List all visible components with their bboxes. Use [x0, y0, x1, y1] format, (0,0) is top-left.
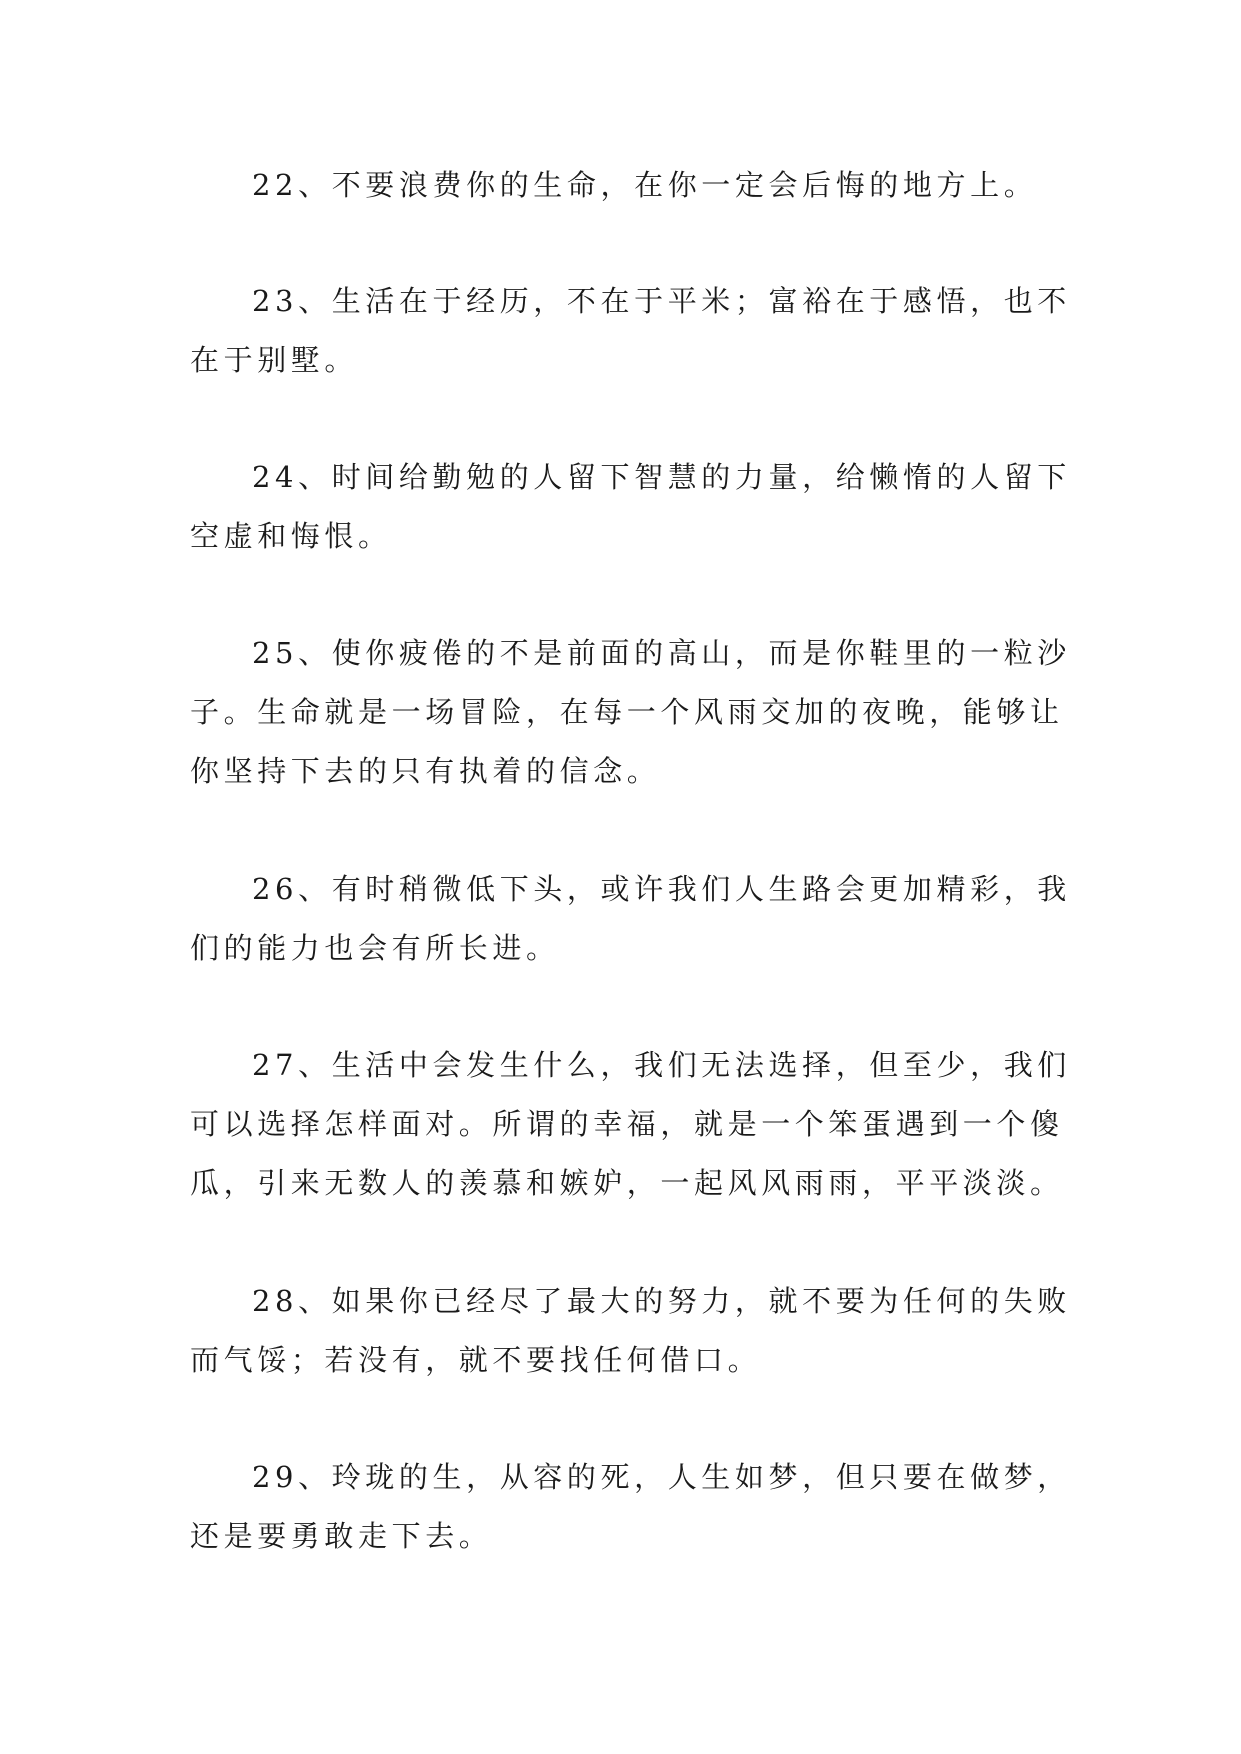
quote-line: 25、使你疲倦的不是前面的高山，而是你鞋里的一粒沙 — [252, 636, 1071, 670]
quote-line: 而气馁；若没有，就不要找任何借口。 — [190, 1343, 762, 1377]
quote-26 — [190, 860, 1070, 978]
quote-24 — [190, 448, 1070, 566]
quote-line: 24、时间给勤勉的人留下智慧的力量，给懒惰的人留下 — [252, 460, 1071, 494]
quote-line: 28、如果你已经尽了最大的努力，就不要为任何的失败 — [252, 1284, 1071, 1318]
quote-line: 子。生命就是一场冒险，在每一个风雨交加的夜晚，能够让 — [190, 695, 1064, 729]
quote-27 — [190, 1036, 1070, 1213]
quote-line: 26、有时稍微低下头，或许我们人生路会更加精彩，我 — [252, 872, 1071, 906]
quote-29 — [190, 1448, 1070, 1566]
quote-line: 22、不要浪费你的生命，在你一定会后悔的地方上。 — [252, 168, 1038, 202]
quote-line: 你坚持下去的只有执着的信念。 — [190, 754, 661, 788]
quote-line: 在于别墅。 — [190, 343, 359, 377]
quote-25 — [190, 624, 1070, 801]
quote-line: 可以选择怎样面对。所谓的幸福，就是一个笨蛋遇到一个傻 — [190, 1107, 1064, 1141]
quote-22 — [190, 156, 1070, 215]
quote-23 — [190, 272, 1070, 390]
quote-line: 29、玲珑的生，从容的死，人生如梦，但只要在做梦， — [252, 1460, 1071, 1494]
quote-28 — [190, 1272, 1070, 1390]
quote-line: 还是要勇敢走下去。 — [190, 1519, 493, 1553]
quote-line: 23、生活在于经历，不在于平米；富裕在于感悟，也不 — [252, 284, 1071, 318]
quote-line: 瓜，引来无数人的羡慕和嫉妒，一起风风雨雨，平平淡淡。 — [190, 1166, 1064, 1200]
quote-line: 27、生活中会发生什么，我们无法选择，但至少，我们 — [252, 1048, 1071, 1082]
quote-line: 们的能力也会有所长进。 — [190, 931, 560, 965]
quote-line: 空虚和悔恨。 — [190, 519, 392, 553]
